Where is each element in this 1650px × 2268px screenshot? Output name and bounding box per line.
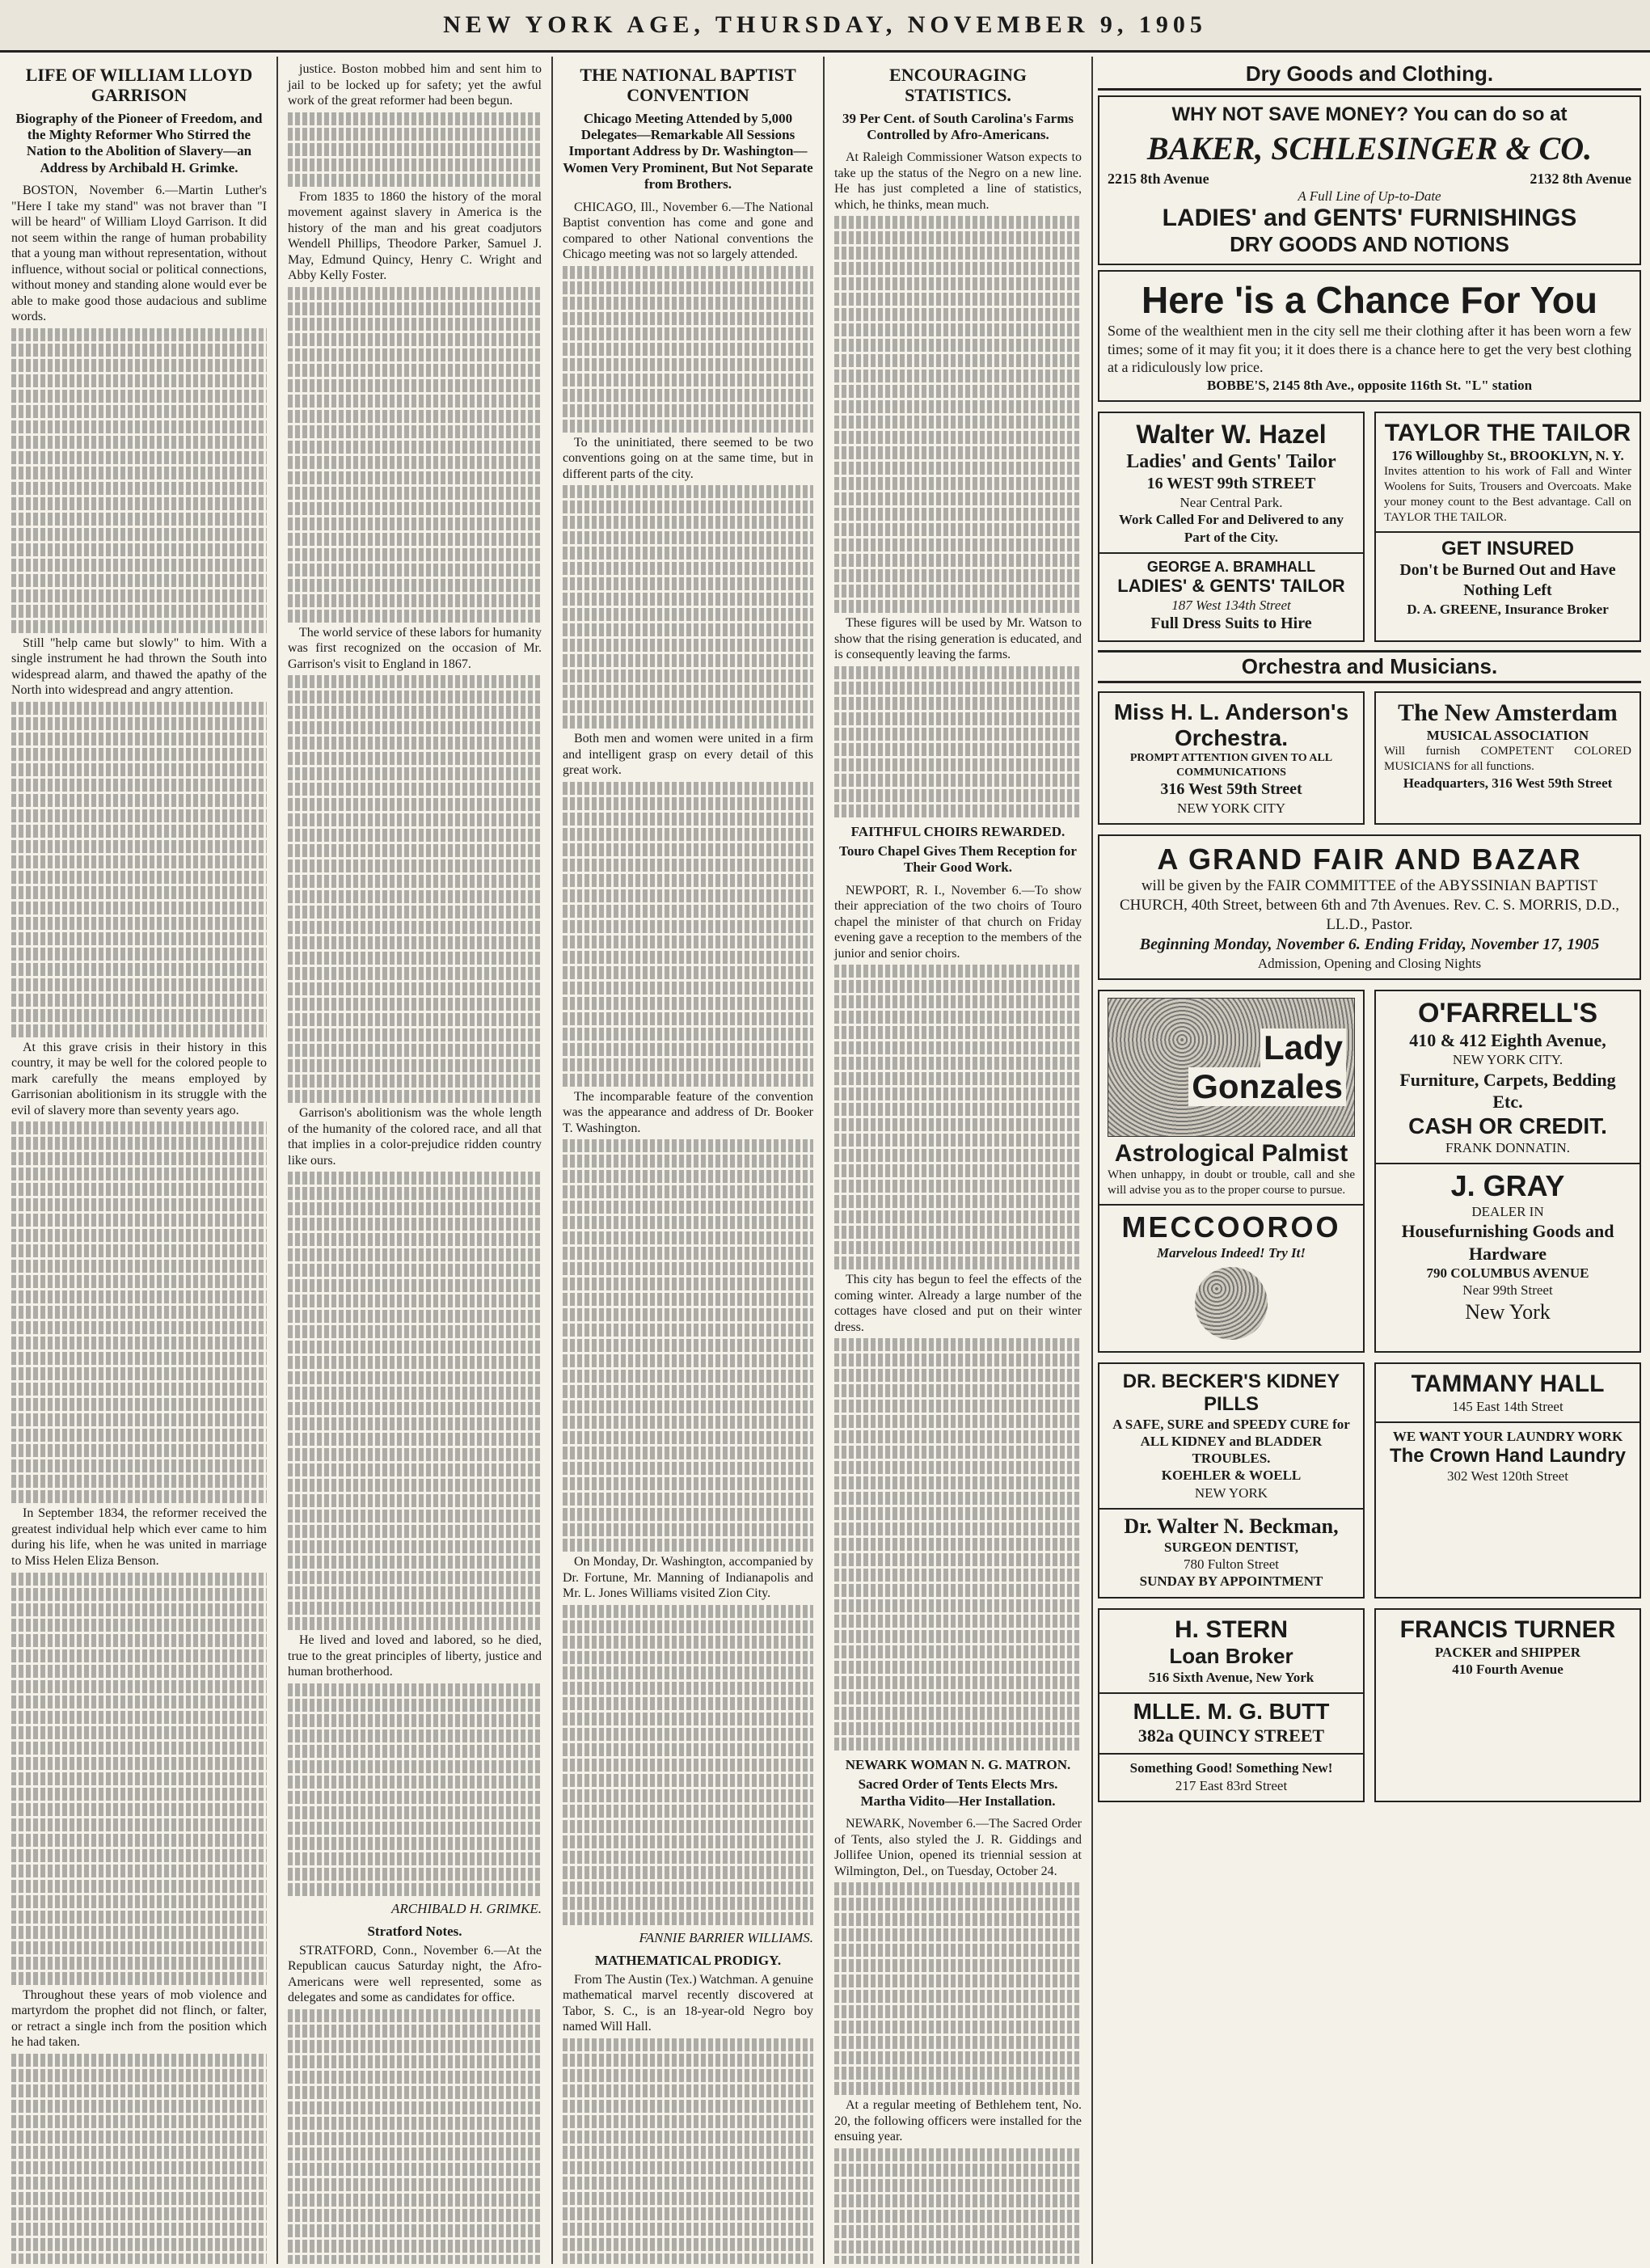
ad-line: Housefurnishing Goods and Hardware <box>1401 1221 1614 1264</box>
ad-new-amsterdam[interactable] <box>1374 691 1641 825</box>
column-1 <box>3 57 275 2264</box>
ad-body: Invites attention to his work of Fall and Winter Woolens for Suits, Trousers and Overcoats. Make your money count to the Best advantage. Call on TAYLOR THE TAILOR. <box>1384 465 1631 524</box>
story-paragraph: STRATFORD, Conn., November 6.—At the Republican caucus Saturday night, the Afro-Americans were well represented, some as delegates and some as candidates for office. <box>288 1943 542 2005</box>
story-paragraph: This city has begun to feel the effects of the coming winter. Already a large number of the cottages have closed and put on their winter dress. <box>834 1273 1082 1334</box>
ad-sub: Don't be Burned Out and Have Nothing Left <box>1399 561 1616 600</box>
ad-address: 780 Fulton Street <box>1183 1556 1280 1572</box>
ad-city: NEW YORK CITY. <box>1452 1052 1563 1068</box>
story-headline: LIFE OF WILLIAM LLOYD GARRISON <box>25 65 253 106</box>
ad-name: J. GRAY <box>1450 1168 1565 1202</box>
story-paragraph: From The Austin (Tex.) Watchman. A genuine mathematical marvel recently discovered at Tabor, S. C., is an 18-year-old Negro boy named Will Hall. <box>563 1972 813 2034</box>
ad-sub: Loan Broker <box>1169 1643 1293 1668</box>
ad-bobbes-clothing[interactable] <box>1098 270 1641 402</box>
ad-francis-turner[interactable] <box>1374 1608 1641 1802</box>
ad-headline: WE WANT YOUR LAUNDRY WORK <box>1392 1428 1623 1444</box>
portrait-illustration <box>1195 1267 1268 1340</box>
ad-name: Dr. Walter N. Beckman, <box>1124 1514 1339 1538</box>
ad-name: TAYLOR THE TAILOR <box>1384 420 1631 446</box>
story-paragraph: Both men and women were united in a firm and intelligent grasp on every detail of this great work. <box>563 732 813 778</box>
ad-name: H. STERN <box>1174 1615 1288 1643</box>
story-paragraph: From 1835 to 1860 the history of the moral movement against slavery in America is the history of the man and his great coadjutors Wendell Phillips, Theodore Parker, Samuel J. May, Edmund Quincy, Henry C. Wright and Abby Kelly Foster. <box>288 189 542 283</box>
section-heading: Dry Goods and Clothing. <box>1098 60 1641 91</box>
ad-ofarrells[interactable] <box>1374 990 1641 1353</box>
ad-name: Miss H. L. Anderson's <box>1113 699 1349 724</box>
ad-name: FRANCIS TURNER <box>1399 1615 1616 1643</box>
ad-name: D. A. GREENE, Insurance Broker <box>1407 602 1609 618</box>
ad-address: Headquarters, 316 West 59th Street <box>1403 775 1613 791</box>
ad-name: TAMMANY HALL <box>1411 1370 1605 1397</box>
story-paragraph: The incomparable feature of the convention was the appearance and address of Dr. Booker T. Washington. <box>563 1089 813 1135</box>
ad-sub: Astrological Palmist <box>1114 1139 1348 1167</box>
story-paragraph: On Monday, Dr. Washington, accompanied by Dr. Fortune, Mr. Manning of Indianapolis and Mr. L. Jones Williams visited Zion City. <box>563 1555 813 1601</box>
ad-address: 176 Willoughby St., BROOKLYN, N. Y. <box>1391 448 1624 463</box>
ad-address: 382a QUINCY STREET <box>1137 1725 1325 1746</box>
story-paragraph: At Raleigh Commissioner Watson expects to take up the status of the Negro on a new line. He has just completed a line of statistics, which, he thinks, mean much. <box>834 150 1082 212</box>
ad-address: 16 WEST 99th STREET <box>1146 475 1316 492</box>
ad-city: New York <box>1465 1299 1551 1324</box>
ad-dates: Beginning Monday, November 6. Ending Friday, November 17, 1905 <box>1139 935 1600 953</box>
story-subhead: FAITHFUL CHOIRS REWARDED. <box>850 823 1066 839</box>
ad-address: NEW YORK <box>1194 1485 1268 1501</box>
ad-sub: SURGEON DENTIST, <box>1164 1539 1298 1555</box>
ad-body: Some of the wealthient men in the city sell me their clothing after it has been worn a few times; some of it may fit you; it it does there is a chance here to get the very best clothing at a ridiculously low price. <box>1108 323 1631 376</box>
ad-sub: Marvelous Indeed! Try It! <box>1156 1245 1306 1261</box>
ad-cash: CASH OR CREDIT. <box>1408 1113 1607 1138</box>
ad-address: 410 & 412 Eighth Avenue, <box>1409 1029 1606 1050</box>
ad-near: Near Central Park. <box>1179 495 1283 510</box>
ad-sub: Ladies' and Gents' Tailor <box>1126 451 1336 472</box>
ad-sub: Orchestra. <box>1174 725 1289 750</box>
ad-sub: PACKER and SHIPPER <box>1434 1644 1581 1660</box>
ad-address: 316 West 59th Street <box>1160 780 1302 798</box>
ad-address: 2132 8th Avenue <box>1530 171 1631 187</box>
ad-headline: DR. BECKER'S KIDNEY PILLS <box>1122 1370 1340 1415</box>
column-rule <box>823 57 825 2264</box>
ad-tammany-hall[interactable] <box>1374 1362 1641 1599</box>
ad-anderson-orchestra[interactable] <box>1098 691 1365 825</box>
ad-question: WHY NOT SAVE MONEY? You can do so at <box>1171 103 1568 125</box>
ad-name: Lady <box>1260 1028 1346 1067</box>
column-rule <box>276 57 278 2264</box>
ad-sub: MUSICAL ASSOCIATION <box>1426 728 1589 743</box>
ad-store-name: BAKER, SCHLESINGER & CO. <box>1146 130 1593 167</box>
ad-grand-fair[interactable] <box>1098 834 1641 980</box>
story-headline: THE NATIONAL BAPTIST CONVENTION <box>580 65 796 106</box>
story-paragraph: Throughout these years of mob violence and martyrdom the prophet did not flinch, or falter, or retract a single inch from the position which he had taken. <box>11 1987 267 2050</box>
ad-address: BOBBE'S, 2145 8th Ave., opposite 116th St. "L" station <box>1206 377 1533 393</box>
ad-address: 302 West 120th Street <box>1447 1468 1568 1484</box>
ad-name: GEORGE A. BRAMHALL <box>1146 558 1316 575</box>
palm-illustration <box>1108 998 1355 1137</box>
story-paragraph: These figures will be used by Mr. Watson to show that the rising generation is educated, and is consequently leaving the farms. <box>834 616 1082 662</box>
column-4 <box>826 57 1090 2264</box>
ad-body: will be given by the FAIR COMMITTEE of the ABYSSINIAN BAPTIST CHURCH, 40th Street, between 6th and 7th Avenues. Rev. C. S. MORRIS, D.D., LL.D., Pastor. <box>1119 877 1619 933</box>
ad-name: The Crown Hand Laundry <box>1389 1445 1626 1467</box>
story-paragraph: At a regular meeting of Bethlehem tent, No. 20, the following officers were installed for the ensuing year. <box>834 2098 1082 2144</box>
column-3 <box>555 57 821 2264</box>
story-paragraph: NEWARK, November 6.—The Sacred Order of Tents, also styled the J. R. Giddings and Jollifee Union, opened its triennial session at Wilmington, Del., on Tuesday, October 24. <box>834 1817 1082 1878</box>
ad-line: Furniture, Carpets, Bedding Etc. <box>1399 1069 1616 1112</box>
story-subhead: NEWARK WOMAN N. G. MATRON. <box>845 1757 1071 1773</box>
ad-note: Will furnish COMPETENT COLORED MUSICIANS for all functions. <box>1384 745 1631 773</box>
ad-h-stern[interactable] <box>1098 1608 1365 1802</box>
story-deck: Chicago Meeting Attended by 5,000 Delegates—Remarkable All Sessions Important Address by Dr. Washington—Women Very Prominent, But Not Separate from Brothers. <box>563 110 813 192</box>
ad-name: Walter W. Hazel <box>1136 420 1327 449</box>
story-subhead: MATHEMATICAL PRODIGY. <box>594 1952 782 1968</box>
column-2 <box>280 57 550 2264</box>
ad-headline: Here 'is a Chance For You <box>1141 279 1597 322</box>
ad-taylor-the-tailor[interactable] <box>1374 412 1641 642</box>
ad-name: Gonzales <box>1188 1067 1346 1106</box>
section-heading: Orchestra and Musicians. <box>1098 650 1641 683</box>
ad-name: The New Amsterdam <box>1398 699 1618 726</box>
advertisements <box>1093 57 1646 2264</box>
story-deck: Sacred Order of Tents Elects Mrs. Martha Vidito—Her Installation. <box>858 1776 1058 1809</box>
ad-city: NEW YORK CITY <box>1176 800 1286 816</box>
story-paragraph: To the uninitiated, there seemed to be two conventions going on at the same time, but in different parts of the city. <box>563 435 813 481</box>
story-paragraph: Garrison's abolitionism was the whole length of the humanity of the colored race, and all that that implies in a color-prejudice ridden country like ours. <box>288 1106 542 1168</box>
ad-note: Work Called For and Delivered to any Part of the City. <box>1119 512 1344 545</box>
story-paragraph: Still "help came but slowly" to him. With a single instrument he had thrown the South into widespread alarm, and thawed the apathy of the North into widespread and angry attention. <box>11 636 267 698</box>
ad-becker-kidney-pills[interactable] <box>1098 1362 1365 1599</box>
story-deck: Biography of the Pioneer of Freedom, and the Mighty Reformer Who Stirred the Nation to the Abolition of Slavery—an Address by Archibald H. Grimke. <box>15 110 263 175</box>
ad-address: 145 East 14th Street <box>1452 1398 1563 1414</box>
ad-name: MLLE. M. G. BUTT <box>1133 1698 1330 1724</box>
ad-walter-hazel[interactable] <box>1098 412 1365 642</box>
ad-headline: Something Good! Something New! <box>1129 1760 1333 1776</box>
ad-company: KOEHLER & WOELL <box>1161 1468 1302 1484</box>
ad-address: 187 West 134th Street <box>1171 597 1291 613</box>
story-paragraph: NEWPORT, R. I., November 6.—To show their appreciation of the two choirs of Touro chapel the minister of that church on Friday evening gave a reception to the members of the junior and senior choirs. <box>834 883 1082 961</box>
ad-sub: LADIES' & GENTS' TAILOR <box>1117 575 1345 596</box>
story-deck: 39 Per Cent. of South Carolina's Farms Controlled by Afro-Americans. <box>842 110 1074 142</box>
story-headline: ENCOURAGING STATISTICS. <box>889 65 1027 106</box>
ad-address: 516 Sixth Avenue, New York <box>1148 1669 1315 1685</box>
ad-headline: A GRAND FAIR AND BAZAR <box>1157 843 1582 876</box>
ad-address: 790 COLUMBUS AVENUE <box>1426 1265 1589 1281</box>
ad-admission: Admission, Opening and Closing Nights <box>1257 955 1482 971</box>
ad-address: 410 Fourth Avenue <box>1452 1661 1563 1677</box>
ad-headline: MECCOOROO <box>1121 1210 1341 1244</box>
ad-address: 2215 8th Avenue <box>1108 171 1209 187</box>
ad-headline: LADIES' and GENTS' FURNISHINGS <box>1162 205 1577 232</box>
story-paragraph: In September 1834, the reformer received the greatest individual help which ever came to him during his life, when he was united in marriage to Miss Helen Eliza Benson. <box>11 1506 267 1568</box>
story-subhead: Stratford Notes. <box>367 1923 462 1939</box>
story-paragraph: CHICAGO, Ill., November 6.—The National Baptist convention has come and gone and compared to other National conventions the Chicago meeting was not so largely attended. <box>563 200 813 262</box>
masthead: NEW YORK AGE, THURSDAY, NOVEMBER 9, 1905 <box>0 0 1650 53</box>
ad-sub: DEALER IN <box>1471 1203 1544 1219</box>
story-paragraph: justice. Boston mobbed him and sent him to jail to be locked up for safety; yet the awful work of the great reformer had been begun. <box>288 62 542 108</box>
story-paragraph: At this grave crisis in their history in this country, it may be well for the colored people to mark carefully the means employed by Garrisonian abolitionism in its struggle with the evil of slavery more than seventy years ago. <box>11 1040 267 1117</box>
story-paragraph: The world service of these labors for humanity was first recognized on the occasion of Mr. Garrison's visit to England in 1867. <box>288 625 542 671</box>
ad-lady-gonzales[interactable] <box>1098 990 1365 1353</box>
column-rule <box>551 57 553 2264</box>
ad-near: Near 99th Street <box>1462 1282 1553 1299</box>
story-paragraph: BOSTON, November 6.—Martin Luther's "Here I take my stand" was not braver than "I will be heard" of William Lloyd Garrison. It did not seem within the range of human probability that a young man without representation, without influence, without social or political connections, without money and standing alone would ever be able to make good those audacious and sublime words. <box>11 184 267 324</box>
ad-body: When unhappy, in doubt or trouble, call and she will advise you as to the proper course to pursue. <box>1108 1168 1355 1197</box>
story-paragraph: He lived and loved and labored, so he died, true to the great principles of liberty, justice and human brotherhood. <box>288 1633 542 1679</box>
ad-subline: DRY GOODS AND NOTIONS <box>1230 232 1509 257</box>
ad-sub: A SAFE, SURE and SPEEDY CURE for ALL KIDNEY and BLADDER TROUBLES. <box>1112 1416 1350 1466</box>
ad-note: PROMPT ATTENTION GIVEN TO ALL COMMUNICATIONS <box>1129 752 1333 779</box>
ad-owner: FRANK DONNATIN. <box>1445 1139 1570 1155</box>
ad-baker-schlesinger[interactable] <box>1098 95 1641 265</box>
story-byline: ARCHIBALD H. GRIMKE. <box>390 1900 542 1916</box>
story-byline: FANNIE BARRIER WILLIAMS. <box>639 1929 813 1945</box>
ad-tagline: A Full Line of Up-to-Date <box>1298 188 1441 204</box>
ad-note: Full Dress Suits to Hire <box>1150 615 1312 632</box>
ad-note: SUNDAY BY APPOINTMENT <box>1139 1573 1323 1590</box>
story-deck: Touro Chapel Gives Them Reception for Their Good Work. <box>839 843 1077 876</box>
ad-headline: GET INSURED <box>1441 538 1574 560</box>
ad-address: 217 East 83rd Street <box>1175 1777 1288 1793</box>
ad-name: O'FARRELL'S <box>1417 997 1598 1028</box>
